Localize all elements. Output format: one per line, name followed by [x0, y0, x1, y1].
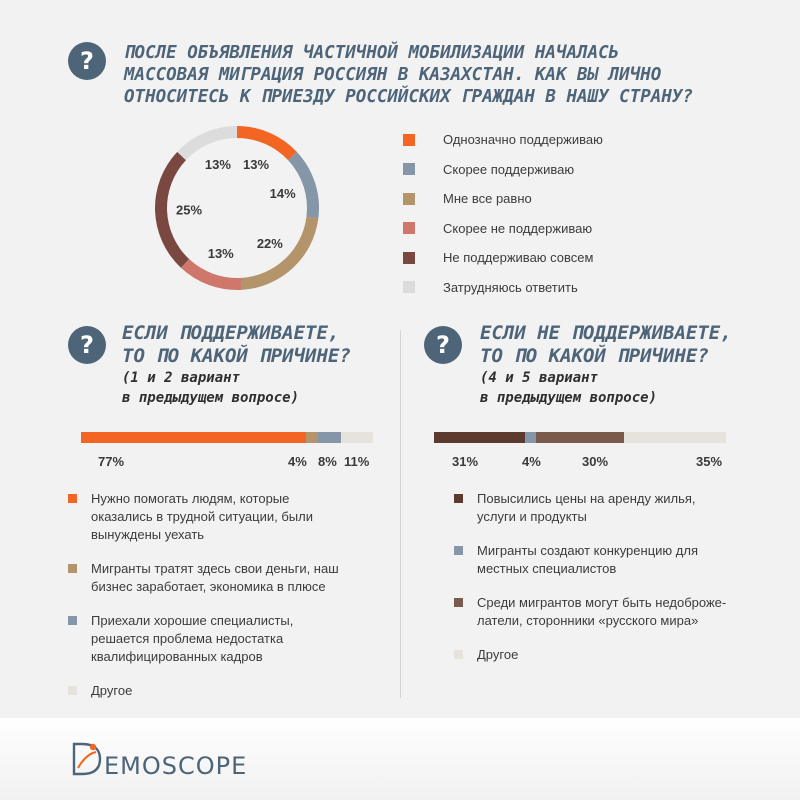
left-question-note — [122, 368, 299, 408]
legend-label: Затрудняюсь ответить — [443, 279, 578, 295]
right-question-title — [480, 322, 732, 368]
legend-swatch — [68, 494, 77, 503]
legend-label-line: бизнес заработает, экономика в плюсе — [91, 579, 326, 594]
legend-label-line: Приехали хорошие специалисты, — [91, 613, 294, 628]
bar-value-label: 35% — [696, 454, 723, 469]
legend-label — [91, 490, 313, 544]
legend-label-line: оказались в трудной ситуации, были — [91, 509, 313, 524]
bar-segment — [341, 432, 373, 443]
legend-label-line: латели, сторонники «русского мира» — [477, 613, 699, 628]
bar-value-label: 8% — [318, 454, 337, 469]
legend-swatch — [68, 616, 77, 625]
question-icon: ? — [68, 42, 106, 80]
legend-label: Не поддерживаю совсем — [443, 250, 594, 265]
legend-swatch — [403, 193, 415, 205]
bar-segment — [434, 432, 525, 443]
legend-swatch — [68, 686, 77, 695]
donut-legend-item — [403, 191, 532, 206]
legend-swatch — [454, 494, 463, 503]
left-question-line: ЕСЛИ ПОДДЕРЖИВАЕТЕ, — [122, 322, 340, 344]
bar-value-label: 11% — [344, 454, 370, 469]
left-question-line: ТО ПО КАКОЙ ПРИЧИНЕ? — [122, 345, 351, 367]
donut-legend-item — [403, 280, 578, 295]
legend-label-line: решается проблема недостатка — [91, 631, 284, 646]
left-note-line: (1 и 2 вариант — [122, 370, 241, 386]
bar-legend-item — [68, 490, 313, 544]
legend-swatch — [403, 222, 415, 234]
legend-swatch — [454, 546, 463, 555]
legend-label — [477, 646, 518, 664]
legend-label-line: услуги и продукты — [477, 509, 587, 524]
legend-label-line: вынуждены уехать — [91, 527, 205, 542]
donut-slice-label: 14% — [269, 186, 296, 202]
donut-slice-label: 22% — [256, 235, 283, 251]
right-note-line: (4 и 5 вариант — [480, 370, 599, 386]
main-question-line: ОТНОСИТЕСЬ К ПРИЕЗДУ РОССИЙСКИХ ГРАЖДАН В НАШУ СТРАНУ? — [124, 87, 693, 107]
donut-slice — [177, 126, 237, 160]
stacked-bar — [81, 432, 373, 443]
demoscope-logo — [66, 738, 106, 778]
donut-slice — [181, 259, 242, 290]
donut-slice-label: 13% — [204, 156, 231, 172]
donut-chart — [0, 0, 800, 330]
bar-legend-item — [68, 560, 339, 596]
bar-segment — [536, 432, 624, 443]
legend-swatch — [403, 134, 415, 146]
donut-slice — [241, 217, 318, 290]
bar-segment — [306, 432, 318, 443]
donut-slice-label: 13% — [243, 156, 270, 172]
legend-label-line: квалифицированных кадров — [91, 649, 263, 664]
legend-label — [477, 542, 698, 578]
bar-legend-item — [68, 682, 132, 700]
question-icon: ? — [424, 326, 462, 364]
legend-label — [477, 490, 696, 526]
logo-text: EMOSCOPE — [104, 752, 248, 780]
legend-swatch — [403, 281, 415, 293]
stacked-bar — [434, 432, 726, 443]
bar-value-label: 31% — [452, 454, 479, 469]
legend-label — [477, 594, 726, 630]
right-question-note — [480, 368, 657, 408]
legend-label-line: Другое — [477, 647, 519, 662]
donut-legend-item — [403, 250, 593, 265]
legend-label-line: Повысились цены на аренду жилья, — [477, 491, 696, 506]
legend-label: Мне все равно — [443, 191, 532, 206]
legend-swatch — [454, 598, 463, 607]
legend-label-line: Мигранты тратят здесь свои деньги, наш — [91, 561, 339, 576]
donut-slice-label: 25% — [176, 202, 203, 218]
legend-label: Скорее не поддерживаю — [443, 220, 593, 236]
legend-swatch — [454, 650, 463, 659]
left-question-title — [122, 322, 351, 368]
legend-label-line: местных специалистов — [477, 561, 617, 576]
right-question-line: ЕСЛИ НЕ ПОДДЕРЖИВАЕТЕ, — [480, 322, 732, 344]
legend-label-line: Среди мигрантов могут быть недоброже- — [477, 595, 727, 610]
legend-label-line: Мигранты создают конкуренцию для — [477, 543, 698, 558]
bar-value-label: 77% — [98, 454, 125, 469]
bar-segment — [81, 432, 306, 443]
legend-label: Однозначно поддерживаю — [443, 132, 603, 147]
legend-label — [91, 612, 293, 666]
donut-legend-item — [403, 132, 603, 147]
donut-legend-item — [403, 221, 592, 236]
donut-legend-item — [403, 162, 574, 177]
legend-swatch — [403, 163, 415, 175]
left-note-line: в предыдущем вопросе) — [122, 390, 300, 406]
donut-slice-label: 13% — [207, 246, 234, 262]
right-question-line: ТО ПО КАКОЙ ПРИЧИНЕ? — [480, 345, 709, 367]
main-question-line: МАССОВАЯ МИГРАЦИЯ РОССИЯН В КАЗАХСТАН. КАК ВЫ ЛИЧНО — [124, 65, 662, 85]
legend-label-line: Другое — [91, 683, 133, 698]
right-note-line: в предыдущем вопросе) — [480, 390, 658, 406]
legend-label-line: Нужно помогать людям, которые — [91, 491, 290, 506]
main-question-line: ПОСЛЕ ОБЪЯВЛЕНИЯ ЧАСТИЧНОЙ МОБИЛИЗАЦИИ НАЧАЛАСЬ — [124, 43, 620, 63]
bar-legend-item — [454, 646, 518, 664]
bar-segment — [318, 432, 341, 443]
question-icon: ? — [68, 326, 106, 364]
bar-value-label: 30% — [582, 454, 609, 469]
bar-legend-item — [454, 594, 726, 630]
legend-label — [91, 560, 339, 596]
column-divider — [400, 330, 401, 698]
bar-segment — [624, 432, 726, 443]
legend-label — [91, 682, 132, 700]
donut-slice — [288, 152, 319, 218]
legend-swatch — [403, 252, 415, 264]
bar-legend-item — [454, 490, 696, 526]
bar-legend-item — [454, 542, 698, 578]
legend-swatch — [68, 564, 77, 573]
bar-value-label: 4% — [522, 454, 541, 469]
bar-value-label: 4% — [288, 454, 307, 469]
legend-label: Скорее поддерживаю — [443, 161, 575, 177]
donut-slice — [237, 126, 297, 160]
bar-segment — [525, 432, 537, 443]
bar-legend-item — [68, 612, 293, 666]
